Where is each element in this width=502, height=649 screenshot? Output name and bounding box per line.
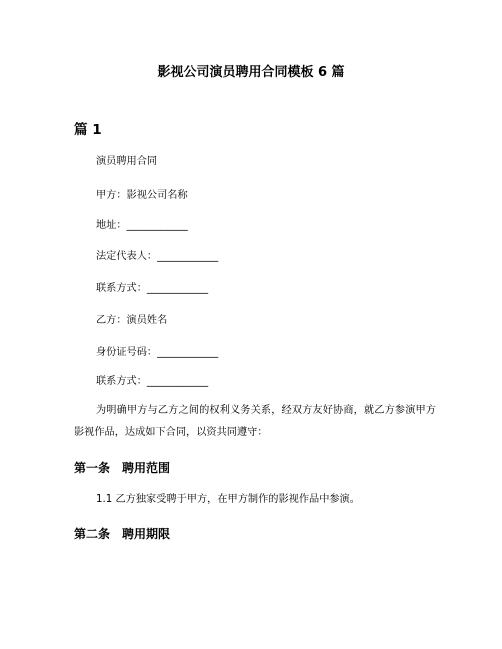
intro-paragraph: 为明确甲方与乙方之间的权利义务关系，经双方友好协商，就乙方参演甲方影视作品，达成如下合同，以资共同遵守：: [74, 405, 436, 438]
clause-1-1: 1.1 乙方独家受聘于甲方，在甲方制作的影视作品中参演。: [96, 494, 360, 505]
contract-name-line: 演员聘用合同: [96, 156, 158, 167]
article-2-title: 聘用期限: [122, 527, 171, 541]
party-a-line: 甲方：影视公司名称: [96, 190, 188, 201]
article-2-number: 第二条: [74, 527, 111, 541]
article-1-number: 第一条: [74, 461, 111, 475]
document-title: 影视公司演员聘用合同模板 6 篇: [157, 65, 345, 80]
party-a-contact-line: 联系方式：____________: [96, 283, 209, 294]
party-b-contact-line: 联系方式：____________: [96, 376, 209, 387]
legal-representative-line: 法定代表人：____________: [96, 251, 219, 262]
party-b-line: 乙方：演员姓名: [96, 315, 168, 326]
section-heading: 篇 1: [74, 122, 102, 138]
article-2-heading: [74, 524, 170, 544]
address-line: 地址：____________: [96, 220, 188, 231]
id-number-line: 身份证号码：____________: [96, 347, 219, 358]
article-1-heading: [74, 458, 170, 478]
article-1-title: 聘用范围: [122, 461, 171, 475]
